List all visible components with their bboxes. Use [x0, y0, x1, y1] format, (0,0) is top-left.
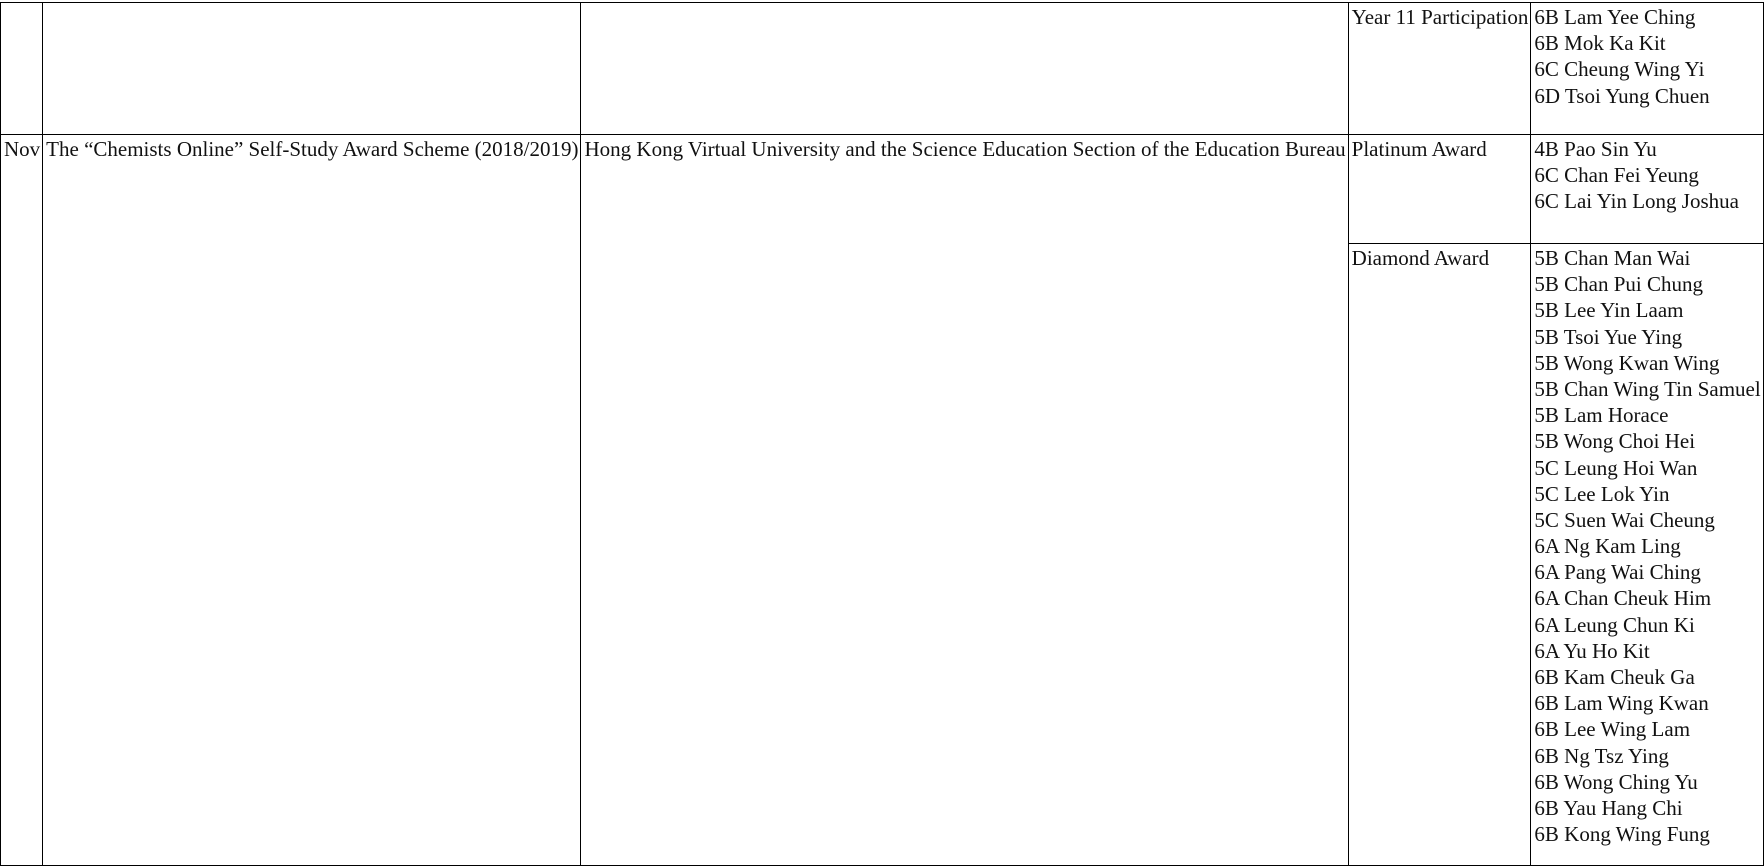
student-name: 6A Yu Ho Kit: [1534, 638, 1650, 663]
student-name: 6C Cheung Wing Yi: [1534, 57, 1705, 82]
student-name: 6C Chan Fei Yeung: [1534, 163, 1699, 188]
table-row: [1, 3, 1764, 135]
student-name: 5B Tsoi Yue Ying: [1534, 324, 1683, 349]
names-cell: [1531, 244, 1763, 866]
award-cell: Year 11 Participation: [1348, 3, 1531, 135]
student-name: 6B Lam Wing Kwan: [1534, 691, 1709, 716]
student-name: 6A Ng Kam Ling: [1534, 534, 1681, 559]
student-name: 6B Lee Wing Lam: [1534, 717, 1691, 742]
student-name: 5C Leung Hoi Wan: [1534, 455, 1698, 480]
student-name: 6B Mok Ka Kit: [1534, 31, 1666, 56]
student-name: 6D Tsoi Yung Chuen: [1534, 83, 1710, 108]
student-name: 5C Lee Lok Yin: [1534, 481, 1670, 506]
award-cell: Platinum Award: [1348, 135, 1531, 244]
table-row: [1, 135, 1764, 244]
event-cell: [43, 3, 581, 135]
event-cell: The “Chemists Online” Self-Study Award Scheme (2018/2019): [43, 135, 581, 866]
month-cell: Nov: [1, 135, 43, 866]
student-name: 5B Chan Pui Chung: [1534, 272, 1703, 297]
student-name: 6B Kong Wing Fung: [1534, 822, 1710, 847]
student-name: 5C Suen Wai Cheung: [1534, 507, 1715, 532]
names-cell: [1531, 135, 1763, 244]
student-name: 6A Leung Chun Ki: [1534, 612, 1695, 637]
student-name: 5B Lam Horace: [1534, 403, 1669, 428]
awards-table: [0, 2, 1764, 866]
student-name: 6B Ng Tsz Ying: [1534, 743, 1669, 768]
student-name: 5B Chan Man Wai: [1534, 246, 1691, 270]
student-name: 5B Chan Wing Tin Samuel: [1534, 376, 1761, 401]
student-name: 6A Pang Wai Ching: [1534, 560, 1701, 585]
student-name: 6B Lam Yee Ching: [1534, 5, 1696, 29]
names-cell: [1531, 3, 1763, 135]
student-name: 6B Kam Cheuk Ga: [1534, 665, 1695, 689]
organizer-cell: [581, 3, 1348, 135]
month-cell: [1, 3, 43, 135]
student-name: 6C Lai Yin Long Joshua: [1534, 189, 1739, 214]
student-name: 5B Lee Yin Laam: [1534, 298, 1684, 323]
student-name: 5B Wong Choi Hei: [1534, 429, 1696, 454]
student-name: 6B Wong Ching Yu: [1534, 769, 1698, 794]
student-name: 4B Pao Sin Yu: [1534, 137, 1657, 161]
organizer-cell: Hong Kong Virtual University and the Science Education Section of the Education Bureau: [581, 135, 1348, 866]
student-name: 6B Yau Hang Chi: [1534, 795, 1683, 820]
student-name: 5B Wong Kwan Wing: [1534, 350, 1720, 375]
award-cell: Diamond Award: [1348, 244, 1531, 866]
student-name: 6A Chan Cheuk Him: [1534, 586, 1712, 611]
